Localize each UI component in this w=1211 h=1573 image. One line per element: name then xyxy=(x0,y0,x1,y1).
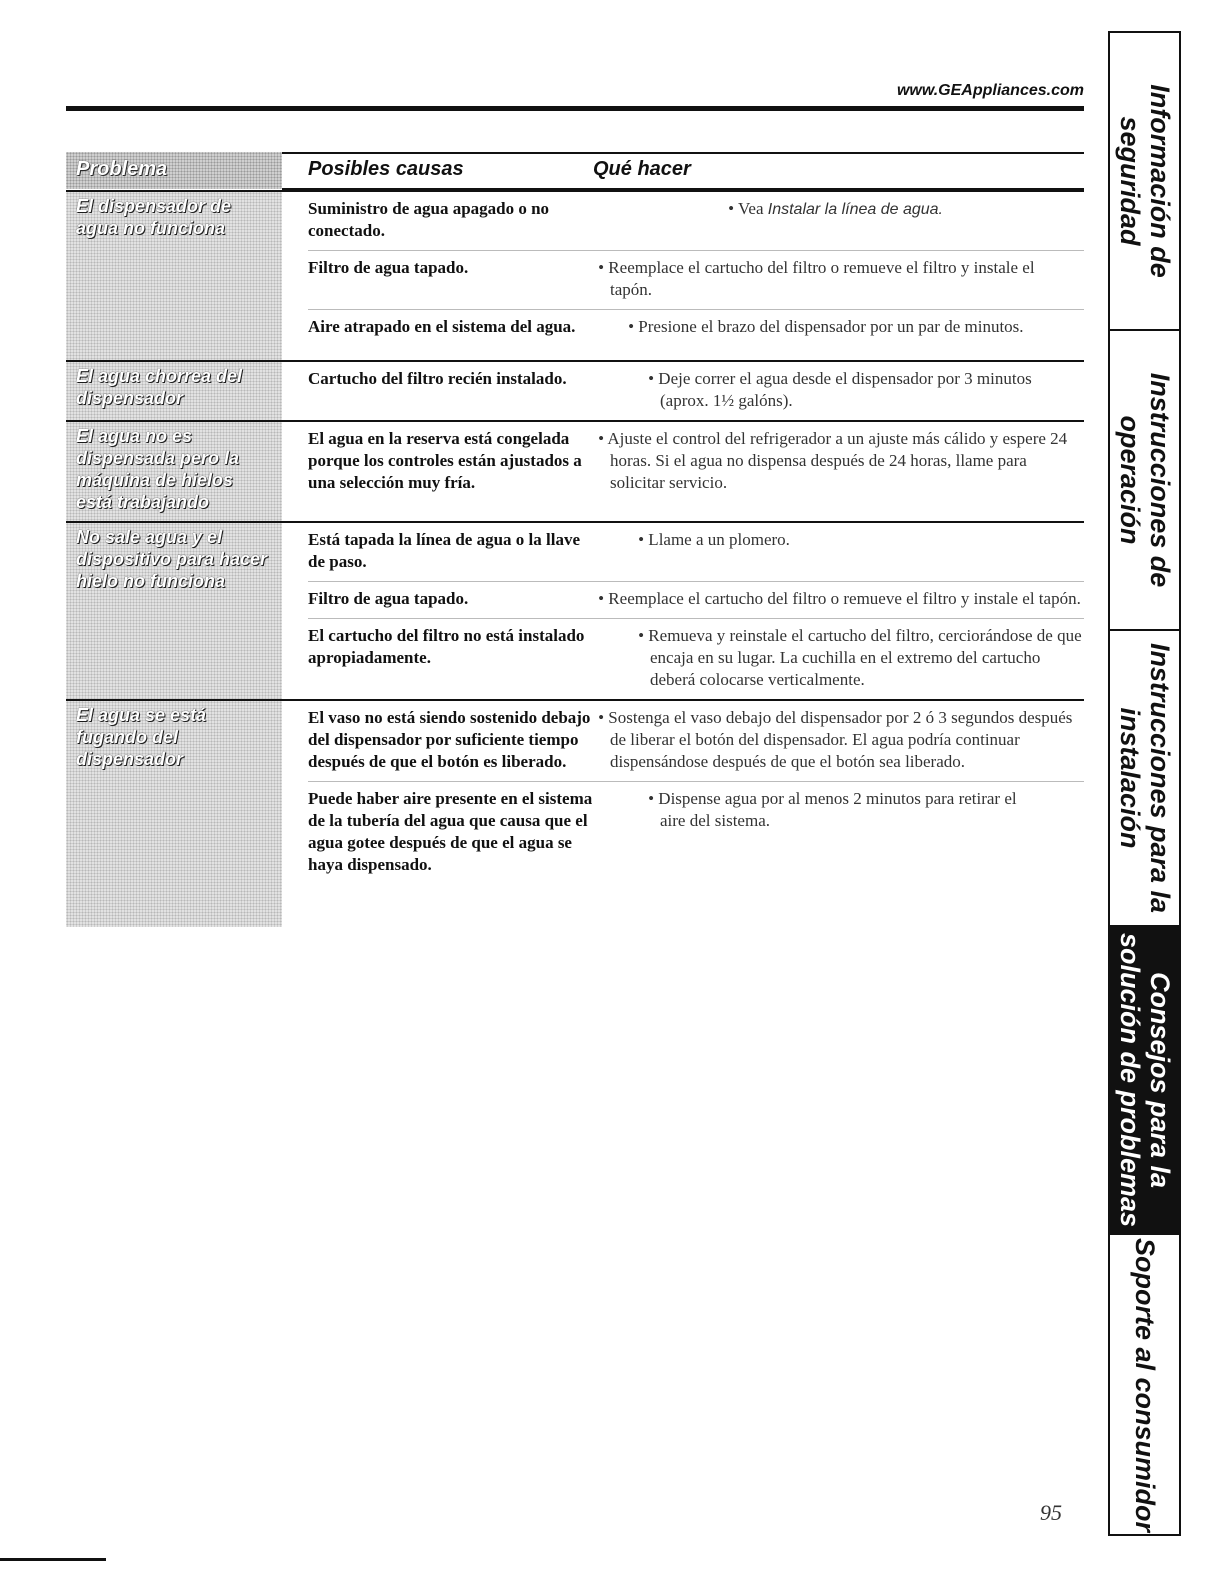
column-header-todo: Qué hacer xyxy=(593,158,691,180)
cause-text: El cartucho del filtro no está instalado apropiadamente. xyxy=(308,626,585,667)
problem-cell xyxy=(66,701,282,927)
cause-text: El vaso no está siendo sostenido debajo del dispensador por suficiente tiempo después de que el botón es liberado. xyxy=(308,708,591,771)
todo-text: • Reemplace el cartucho del filtro o remueve el filtro y instale el tapón. xyxy=(598,258,1035,299)
cause-text: Cartucho del filtro recién instalado. xyxy=(308,369,567,388)
tab-label: Información de seguridad xyxy=(1114,84,1175,278)
tab-label: Consejos para la solución de problemas xyxy=(1114,932,1175,1228)
problem-label: El agua no es dispensada pero la máquina de hielos está trabajando xyxy=(76,426,240,512)
todo-text: • Llame a un plomero. xyxy=(638,530,790,549)
bottom-rule xyxy=(0,1558,106,1561)
todo-text: • Reemplace el cartucho del filtro o remueve el filtro y instale el tapón. xyxy=(598,589,1081,608)
table-row xyxy=(308,523,1084,581)
tab-instrucciones-para-la-instalacion[interactable] xyxy=(1108,629,1181,927)
problem-cell xyxy=(66,362,282,420)
tab-informacion-de-seguridad[interactable] xyxy=(1108,31,1181,331)
todo-text: • Ajuste el control del refrigerador a un ajuste más cálido y espere 24 horas. Si el agua no dispensa después de 24 horas, llame para solicitar servicio. xyxy=(598,429,1068,492)
tab-consejos-solucion-de-problemas[interactable] xyxy=(1108,925,1181,1235)
table-row xyxy=(308,581,1084,618)
table-row xyxy=(308,362,1084,420)
cause-text: Está tapada la línea de agua o la llave de paso. xyxy=(308,530,581,571)
todo-text xyxy=(723,198,1084,242)
cause-text: Filtro de agua tapado. xyxy=(308,258,469,277)
table-row xyxy=(308,309,1084,346)
todo-prefix: • Vea xyxy=(728,199,768,218)
install-water-line-reference: Instalar la línea de agua. xyxy=(767,201,943,218)
todo-text: • Sostenga el vaso debajo del dispensador por 2 ó 3 segundos después de liberar el botón del dispensador. El agua podría continuar dispensándose después de que el botón sea liberado. xyxy=(598,708,1073,771)
cause-text: Aire atrapado en el sistema del agua. xyxy=(308,317,576,336)
tab-soporte-al-consumidor[interactable] xyxy=(1108,1233,1181,1536)
todo-text: • Dispense agua por al menos 2 minutos para retirar el aire del sistema. xyxy=(648,789,1017,830)
page-number: 95 xyxy=(1040,1500,1062,1525)
problem-label: El agua se está fugando del dispensador xyxy=(76,705,207,769)
header-rule-top xyxy=(282,152,1084,154)
top-rule xyxy=(66,106,1084,111)
table-row xyxy=(308,701,1084,781)
problem-group xyxy=(66,521,1084,699)
table-row xyxy=(308,422,1084,502)
todo-text: • Presione el brazo del dispensador por un par de minutos. xyxy=(628,317,1024,336)
column-header-problem: Problema xyxy=(76,158,168,180)
cause-text: El agua en la reserva está congelada porque los controles están ajustados a una selección muy fría. xyxy=(308,429,582,492)
problem-cell xyxy=(66,192,282,360)
website-url: www.GEAppliances.com xyxy=(896,82,1084,99)
section-tabs xyxy=(1108,33,1181,1536)
problem-label: El agua chorrea del dispensador xyxy=(76,366,243,408)
column-header-causes: Posibles causas xyxy=(308,158,464,180)
cause-text: Filtro de agua tapado. xyxy=(308,589,469,608)
table-header xyxy=(66,152,1084,190)
table-row xyxy=(308,781,1084,884)
tab-label: Soporte al consumidor xyxy=(1129,1237,1160,1532)
tab-instrucciones-de-operacion[interactable] xyxy=(1108,329,1181,631)
cause-text: Puede haber aire presente en el sistema de la tubería del agua que causa que el agua gotee después de que el agua se haya dispensado. xyxy=(308,789,593,874)
table-row xyxy=(308,192,1084,250)
troubleshooting-table xyxy=(66,152,1084,927)
problem-group xyxy=(66,360,1084,420)
problem-group xyxy=(66,699,1084,927)
problem-group xyxy=(66,190,1084,360)
tab-label: Instrucciones de operación xyxy=(1114,372,1175,588)
problem-cell xyxy=(66,422,282,521)
table-row xyxy=(308,618,1084,699)
todo-text: • Remueva y reinstale el cartucho del filtro, cerciorándose de que encaja en su lugar. La cuchilla en el extremo del cartucho deberá colocarse verticalmente. xyxy=(638,626,1082,689)
table-row xyxy=(308,250,1084,309)
problem-label: El dispensador de agua no funciona xyxy=(76,196,232,238)
tab-label: Instrucciones para la instalación xyxy=(1114,642,1175,914)
cause-text: Suministro de agua apagado o no conectado. xyxy=(308,199,550,240)
problem-group xyxy=(66,420,1084,521)
problem-label: No sale agua y el dispositivo para hacer hielo no funciona xyxy=(76,527,268,591)
problem-cell xyxy=(66,523,282,699)
todo-text: • Deje correr el agua desde el dispensador por 3 minutos (aprox. 1½ galóns). xyxy=(648,369,1032,410)
